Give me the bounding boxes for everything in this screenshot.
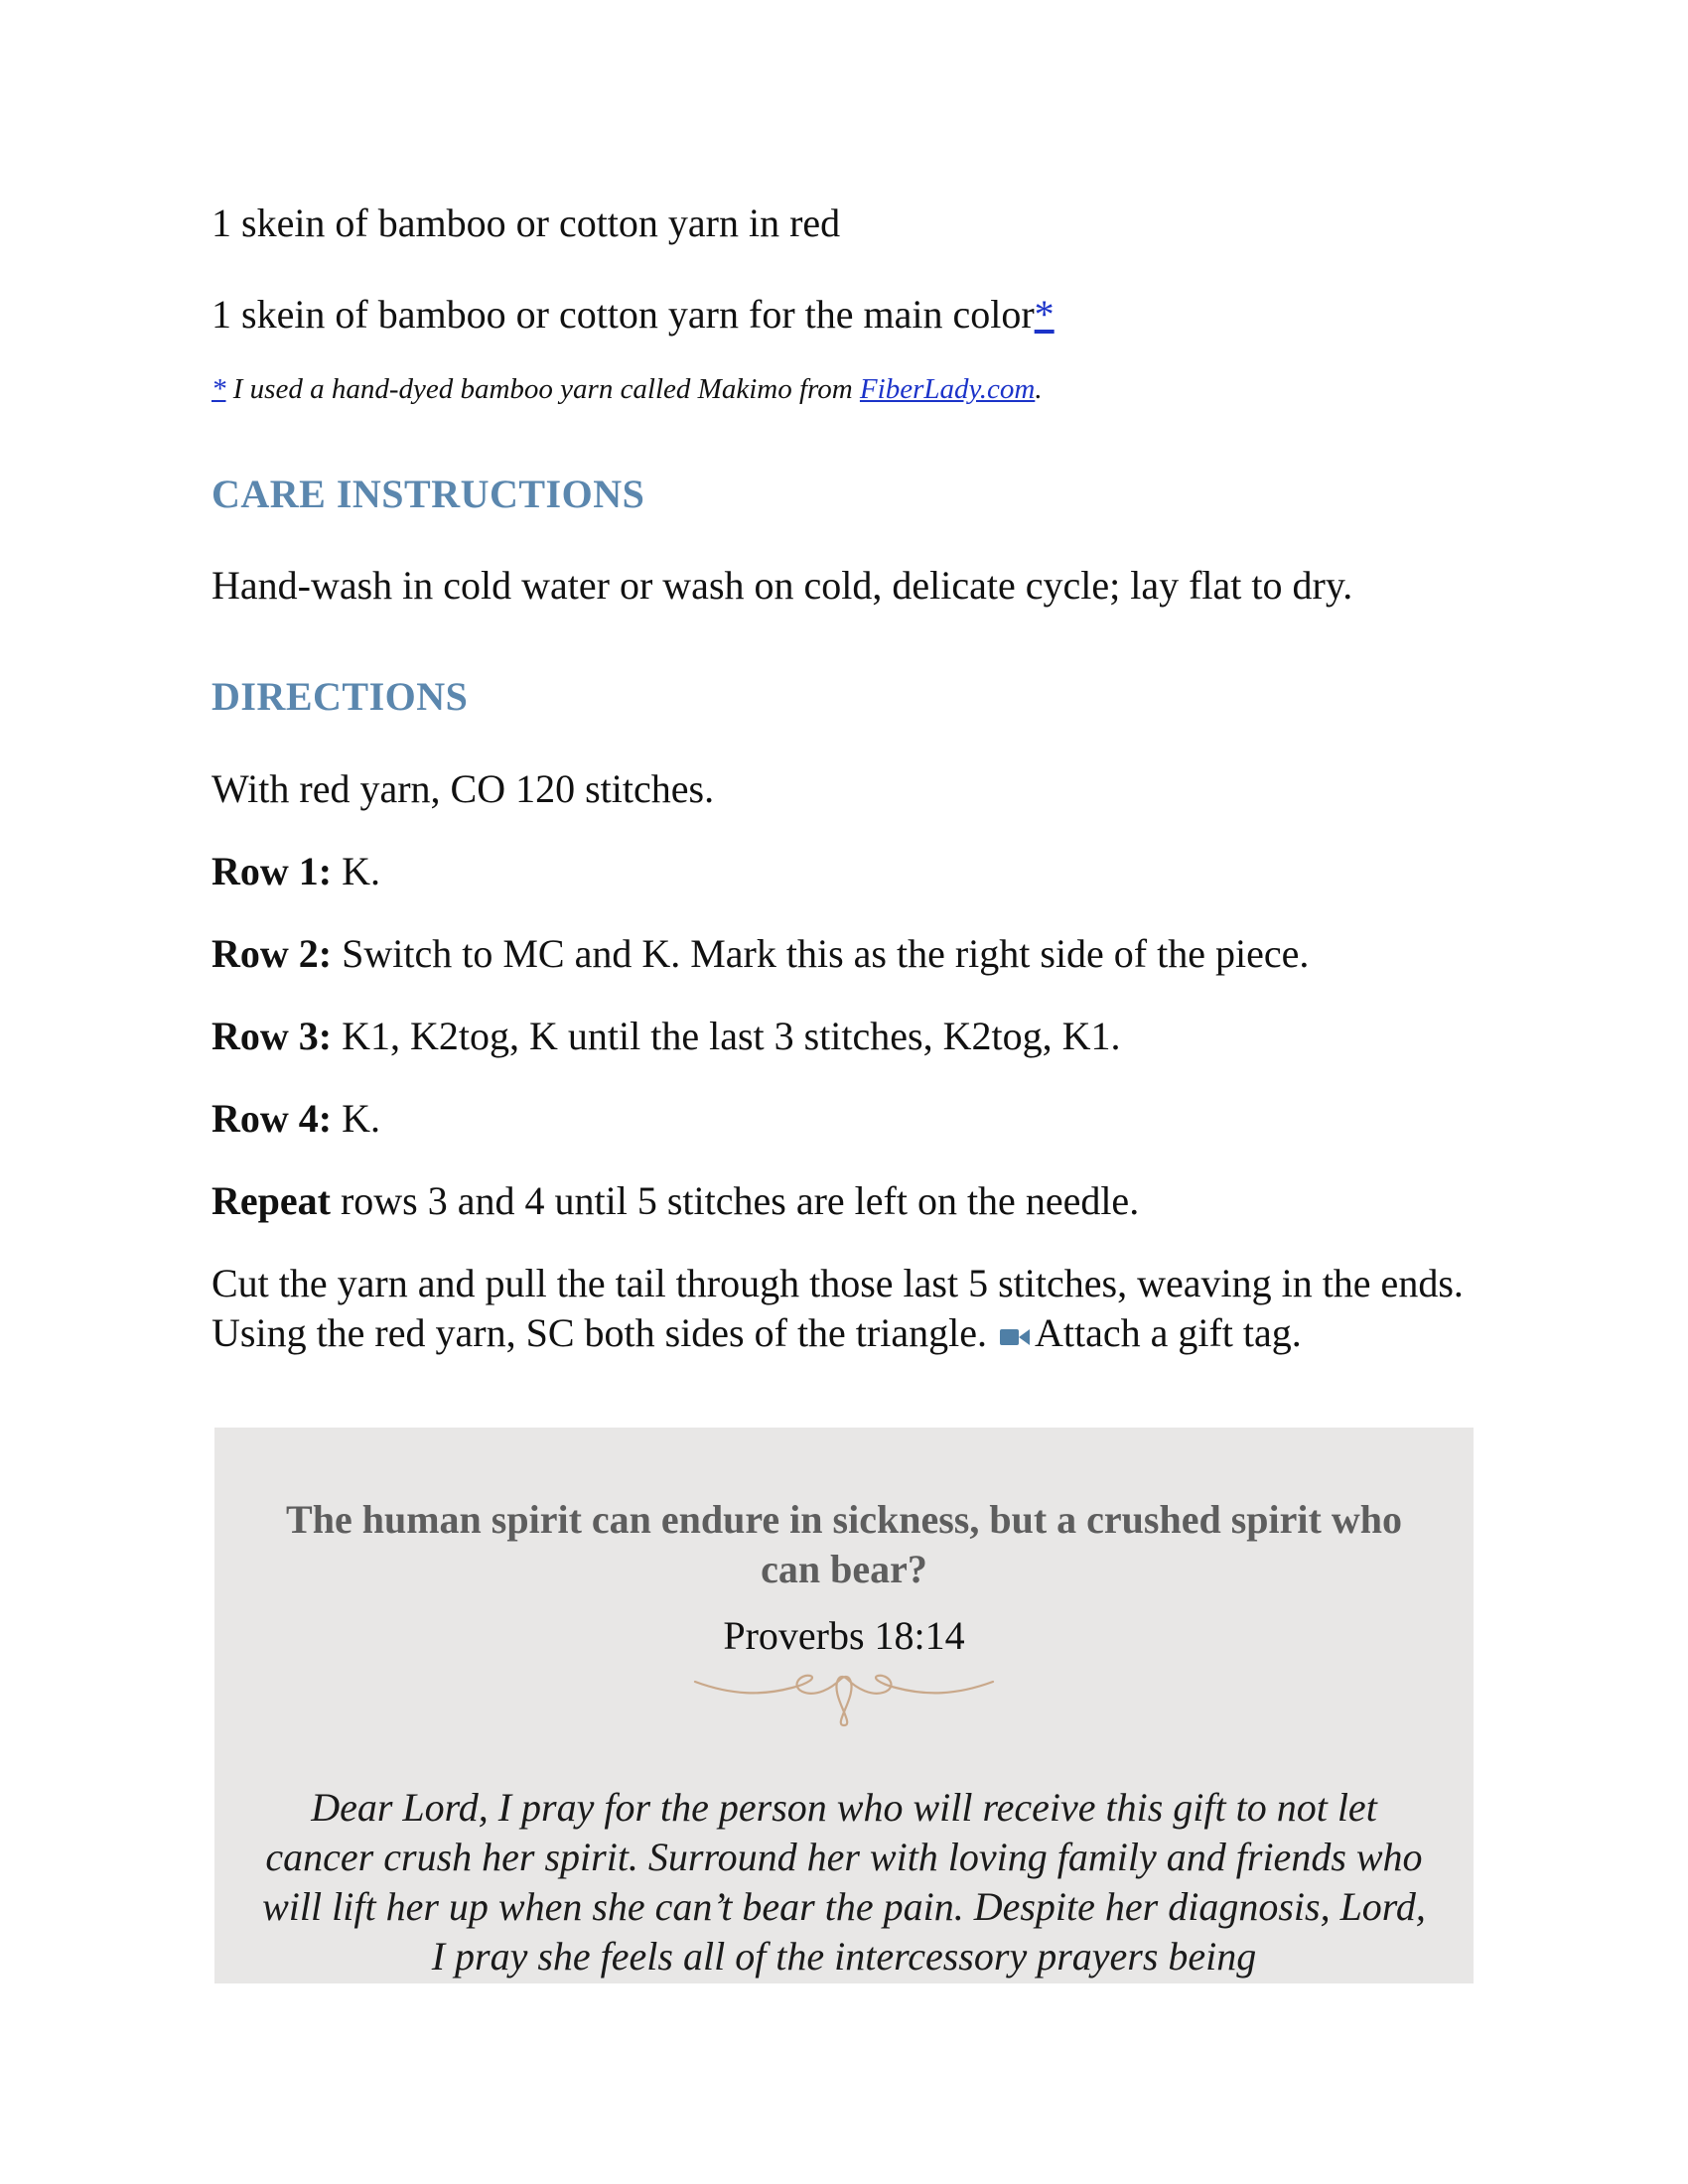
direction-row-1: [211, 847, 380, 896]
direction-row-label: Row 3:: [211, 1014, 333, 1058]
direction-row-3: [211, 1012, 1121, 1061]
direction-row-text: K.: [332, 849, 380, 893]
directions-heading: DIRECTIONS: [211, 674, 469, 719]
directions-finish-text: Cut the yarn and pull the tail through those last 5 stitches, weaving in the ends. Using the red yarn, SC both sides of the triangle.: [211, 1261, 1464, 1355]
fiberlady-link[interactable]: FiberLady.com: [859, 373, 1036, 405]
direction-row-2: [211, 929, 1309, 979]
direction-repeat: [211, 1176, 1139, 1226]
footnote-end: .: [1035, 373, 1043, 405]
care-instructions-text: Hand-wash in cold water or wash on cold, delicate cycle; lay flat to dry.: [211, 563, 1353, 608]
materials-line-red: 1 skein of bamboo or cotton yarn in red: [211, 201, 841, 245]
direction-row-text: K.: [332, 1096, 380, 1141]
footnote-back-link[interactable]: *: [211, 373, 226, 405]
footnote-reference-link[interactable]: *: [1034, 292, 1055, 337]
scripture-verse: The human spirit can endure in sickness, but a crushed spirit who can bear?: [286, 1497, 1402, 1591]
video-camera-icon[interactable]: [999, 1310, 1031, 1332]
direction-row-text: Switch to MC and K. Mark this as the right side of the piece.: [332, 931, 1310, 976]
direction-row-label: Row 1:: [211, 849, 333, 893]
footnote-text: I used a hand-dyed bamboo yarn called Makimo from: [225, 373, 860, 405]
direction-row-text: rows 3 and 4 until 5 stitches are left on the needle.: [330, 1178, 1140, 1223]
direction-row-label: Row 2:: [211, 931, 333, 976]
direction-row-label: Row 4:: [211, 1096, 333, 1141]
prayer-text: Dear Lord, I pray for the person who will receive this gift to not let cancer crush her spirit. Surround her with loving family and friends who will lift her up when she can’t bear the pain. Despite her diagnosis, Lord, I pray she feels all of the intercessory prayers being: [262, 1785, 1426, 1979]
directions-finish-end: Attach a gift tag.: [1034, 1310, 1302, 1355]
care-instructions-heading: CARE INSTRUCTIONS: [211, 472, 645, 516]
directions-intro: With red yarn, CO 120 stitches.: [211, 766, 715, 811]
materials-line-main-text: 1 skein of bamboo or cotton yarn for the main color: [211, 292, 1035, 337]
direction-row-4: [211, 1094, 380, 1144]
scripture-reference: Proverbs 18:14: [723, 1613, 965, 1658]
materials-line-main: [211, 290, 1055, 340]
scripture-quote-box: [214, 1428, 1474, 1983]
directions-finish: [211, 1259, 1492, 1358]
direction-row-label: Repeat: [211, 1178, 331, 1223]
footnote: [211, 371, 1043, 407]
direction-row-text: K1, K2tog, K until the last 3 stitches, K2tog, K1.: [332, 1014, 1121, 1058]
decorative-flourish-icon: [693, 1666, 995, 1731]
